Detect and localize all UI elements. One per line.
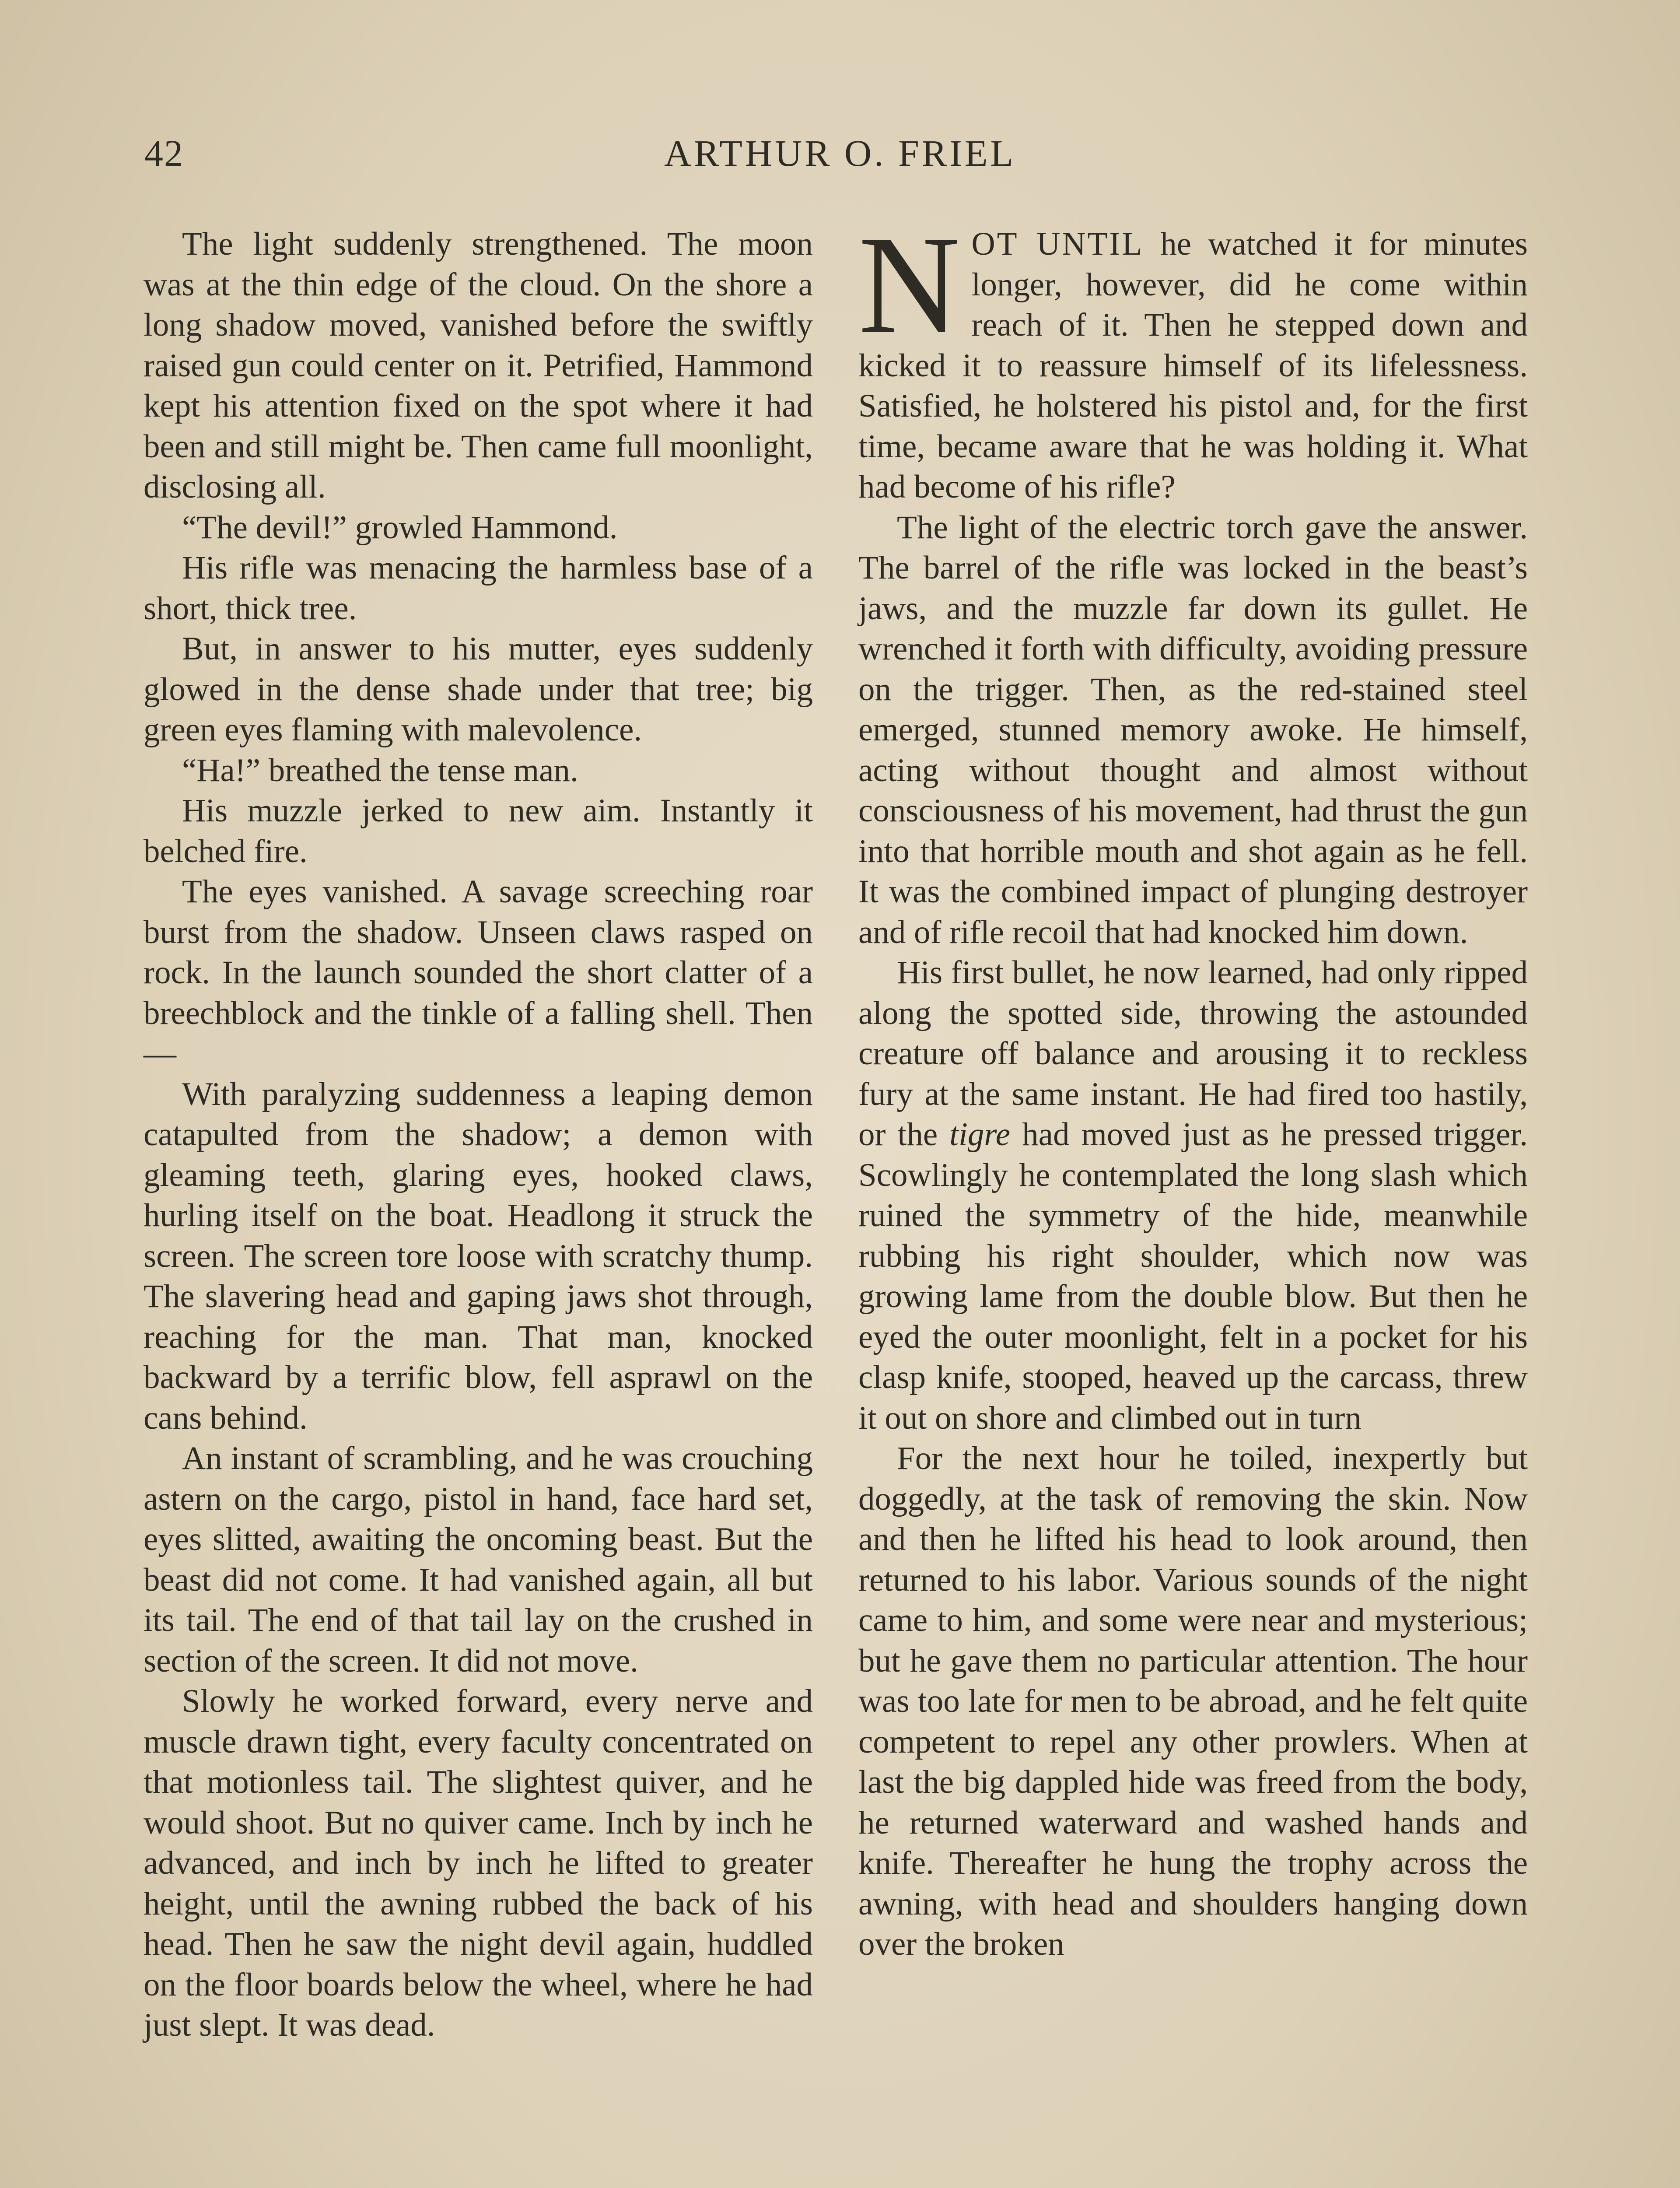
paragraph: His rifle was menacing the harmless base of a short, thick tree. — [144, 550, 813, 627]
paragraph: His muzzle jerked to new aim. Instantly it belched fire. — [144, 792, 813, 870]
drop-cap: N — [858, 207, 960, 363]
paragraph: With paralyzing suddenness a leaping demon catapulted from the shadow; a demon with gleaming teeth, glaring eyes, hooked claws, hurling itself on the boat. Headlong it struck the screen. The screen tore loose with scratchy thump. The slavering head and gaping jaws shot through, reaching for the man. That man, knocked backward by a terrific blow, fell asprawl on the cans behind. — [144, 1076, 813, 1436]
paragraph-text: His first bullet, he now learned, had only ripped along the spotted side, throwing the astounded creature off balance and arousing it to reckless fury at the same instant. He had fired too hastily, or the — [858, 954, 1528, 1153]
paragraph: For the next hour he toiled, inexpertly but doggedly, at the task of removing the skin. Now and then he lifted his head to look around, then returned to his labor. Various sounds of the night came to him, and some were near and mysterious; but he gave them no particular attention. The hour was too late for men to be abroad, and he felt quite competent to repel any other prowlers. When at last the big dappled hide was freed from the body, he returned waterward and washed hands and knife. Thereafter he hung the trophy across the awning, with head and shoulders hanging down over the broken — [858, 1440, 1528, 1962]
page-number: 42 — [144, 132, 184, 174]
page-header — [144, 131, 1536, 179]
paragraph: “Ha!” breathed the tense man. — [182, 752, 578, 789]
opening-text: he watched it for minutes longer, however, did he come within reach of it. Then he stepped down and kicked it to reassure himself of its lifelessness. Satisfied, he holstered his pistol and, for the first time, became aware that he was holding it. What had become of his rifle? — [858, 226, 1528, 505]
right-column — [858, 207, 1528, 1965]
paragraph: An instant of scrambling, and he was crouching astern on the cargo, pistol in hand, face hard set, eyes slitted, awaiting the oncoming beast. But the beast did not come. It had vanished again, all but its tail. The end of that tail lay on the crushed in section of the screen. It did not move. — [144, 1440, 813, 1679]
opening-paragraph — [858, 207, 1528, 508]
paragraph: But, in answer to his mutter, eyes suddenly glowed in the dense shade under that tree; big green eyes flaming with malevolence. — [144, 631, 813, 748]
paragraph: The eyes vanished. A savage screeching roar burst from the shadow. Unseen claws rasped on rock. In the launch sounded the short clatter of a breechblock and the tinkle of a falling shell. Then— — [144, 873, 813, 1072]
paragraph-with-italic — [858, 953, 1528, 1438]
paragraph: The light of the electric torch gave the answer. The barrel of the rifle was locked in the beast’s jaws, and the muzzle far down its gullet. He wrenched it forth with difficulty, avoiding pressure on the trigger. Then, as the red-stained steel emerged, stunned memory awoke. He himself, acting without thought and almost without consciousness of his movement, had thrust the gun into that horrible mouth and shot again as he fell. It was the combined impact of plunging destroyer and of rifle recoil that had knocked him down. — [858, 509, 1528, 950]
paragraph-text: had moved just as he pressed trigger. Scowlingly he contemplated the long slash which ruined the symmetry of the hide, meanwhile rubbing his right shoulder, which now was growing lame from the double blow. But then he eyed the outer moonlight, felt in a pocket for his clasp knife, stooped, heaved up the carcass, threw it out on shore and climbed out in turn — [858, 1116, 1528, 1436]
paragraph: “The devil!” growled Hammond. — [182, 509, 618, 546]
running-head: ARTHUR O. FRIEL — [664, 132, 1016, 174]
italic-word: tigre — [949, 1116, 1011, 1153]
paragraph: Slowly he worked forward, every nerve and muscle drawn tight, every faculty concentrated on that motionless tail. The slightest quiver, and he would shoot. But no quiver came. Inch by inch he advanced, and inch by inch he lifted to greater height, until the awning rubbed the back of his head. Then he saw the night devil again, huddled on the floor boards below the wheel, where he had just slept. It was dead. — [144, 1683, 813, 2043]
opening-small-caps: OT UNTIL — [971, 226, 1144, 262]
paragraph: The light suddenly strengthened. The moon was at the thin edge of the cloud. On the shore a long shadow moved, vanished before the swiftly raised gun could center on it. Petrified, Hammond kept his attention fixed on the spot where it had been and still might be. Then came full moonlight, disclosing all. — [144, 226, 813, 505]
left-column — [144, 224, 813, 2046]
